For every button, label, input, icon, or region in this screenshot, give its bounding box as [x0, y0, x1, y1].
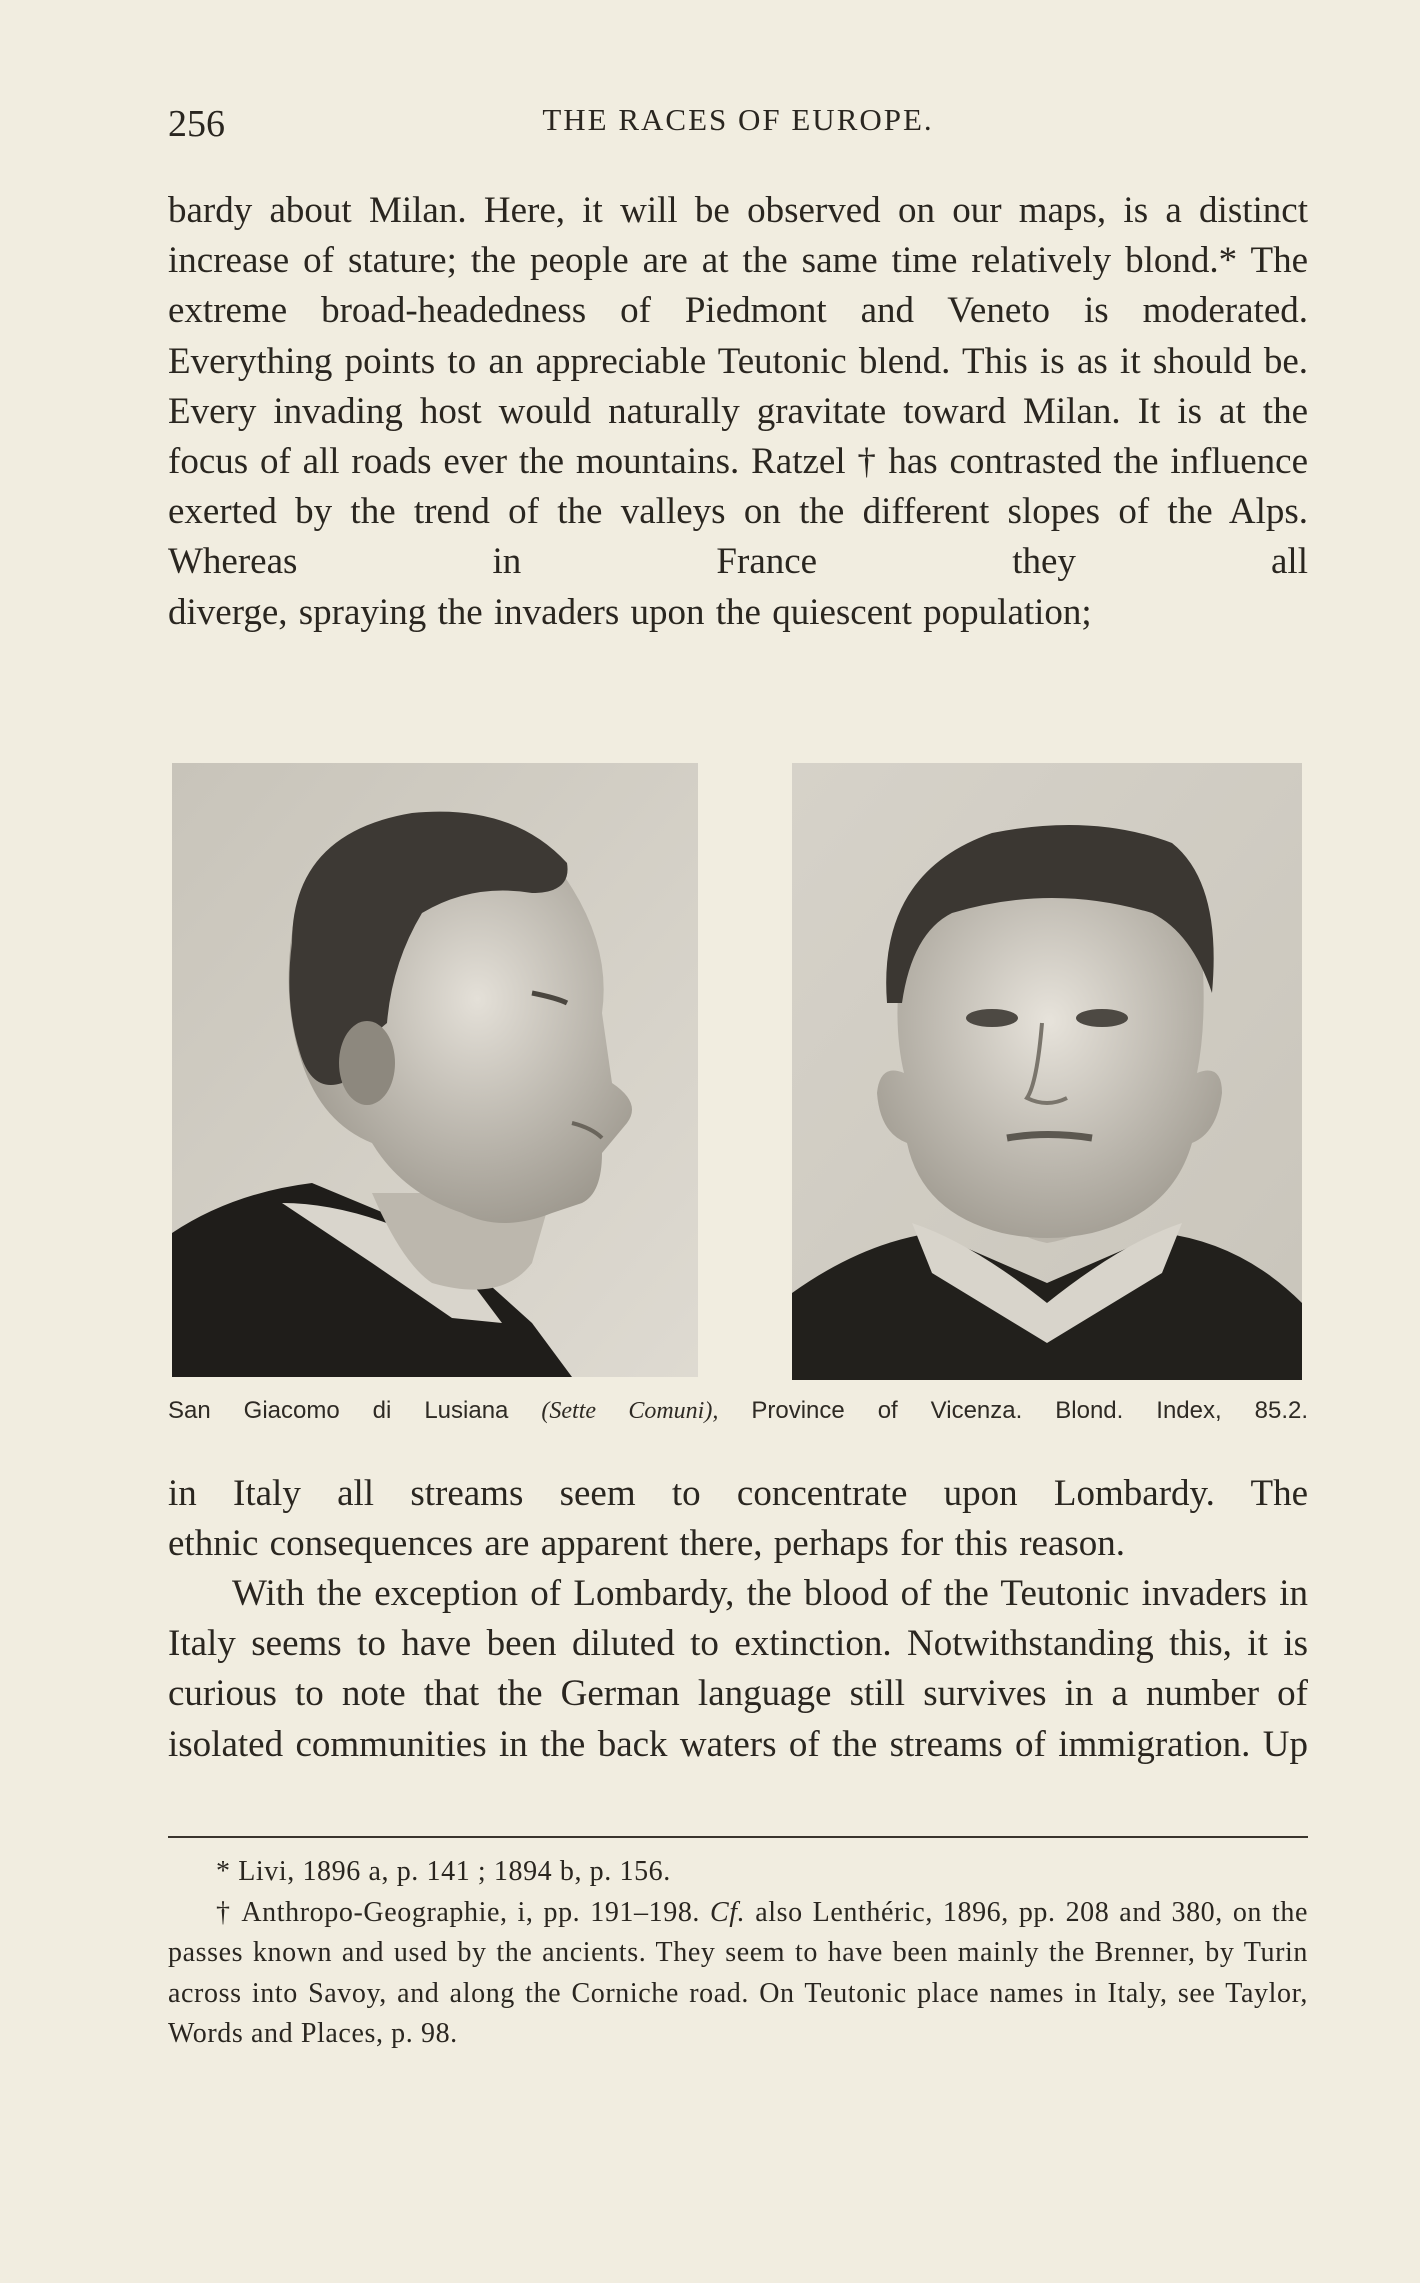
paragraph-2-text: in Italy all streams seem to concentrate upon Lombardy. The — [168, 1473, 1308, 1514]
running-title: THE RACES OF EUROPE. — [542, 102, 934, 137]
caption-details: Province of Vicenza. Blond. Index, 85.2. — [751, 1397, 1309, 1424]
footnote-2 — [168, 1893, 1308, 2055]
paragraph-3-text: With the exception of Lombardy, the blood of the Teutonic invaders in Italy seems to have been diluted to extinction. Notwithstanding this, it is curious to note that the German language still survives in a number of isolated communities in the back waters of the streams of immigration. Up — [168, 1573, 1308, 1765]
frontal-portrait-image — [792, 763, 1302, 1380]
footnote-2-italic: Cf. — [709, 1896, 746, 1928]
footnote-2-prefix: † Anthropo-Geographie, i, pp. 191–198. — [216, 1896, 701, 1928]
paragraph-2 — [168, 1469, 1308, 1569]
footnote-1: * Livi, 1896 a, p. 141 ; 1894 b, p. 156. — [216, 1856, 671, 1887]
figure-caption — [168, 1397, 1308, 1425]
portrait-frontal-photo — [792, 763, 1302, 1380]
paragraph-2-last-line: ethnic consequences are apparent there, perhaps for this reason. — [168, 1523, 1126, 1565]
paragraph-1-text: bardy about Milan. Here, it will be observed on our maps, is a distinct increase of stature; the people are at the same time relatively blond.* The extreme broad-headedness of Piedmont and Veneto is moderated. Everything points to an appreciable Teutonic blend. This is as it should be. Every invading host would naturally gravitate toward Milan. It is at the focus of all roads ever the mountains. Ratzel † has contrasted the influence exerted by the trend of the valleys on the different slopes of the Alps. Whereas in France they all — [168, 190, 1308, 583]
paragraph-1-last-line: diverge, spraying the invaders upon the quiescent population; — [168, 591, 1092, 633]
caption-place: San Giacomo di Lusiana — [168, 1397, 509, 1424]
portrait-profile-photo — [172, 763, 698, 1377]
footnotes — [168, 1852, 1308, 2055]
page-number: 256 — [168, 103, 225, 145]
paragraph-3 — [168, 1569, 1308, 1770]
page-header — [168, 98, 1308, 158]
footnote-2-text: also Lenthéric, 1896, pp. 208 and 380, on the passes known and used by the ancients. They seem to have been mainly the Brenner, by Turin across into Savoy, and along the Corniche road. On Teutonic place names in Italy, see Taylor, Words and Places, p. 98. — [168, 1896, 1308, 2049]
paragraph-1 — [168, 186, 1308, 638]
profile-portrait-image — [172, 763, 698, 1377]
caption-italic: (Sette Comuni), — [541, 1398, 719, 1424]
footnote-divider — [168, 1836, 1308, 1838]
